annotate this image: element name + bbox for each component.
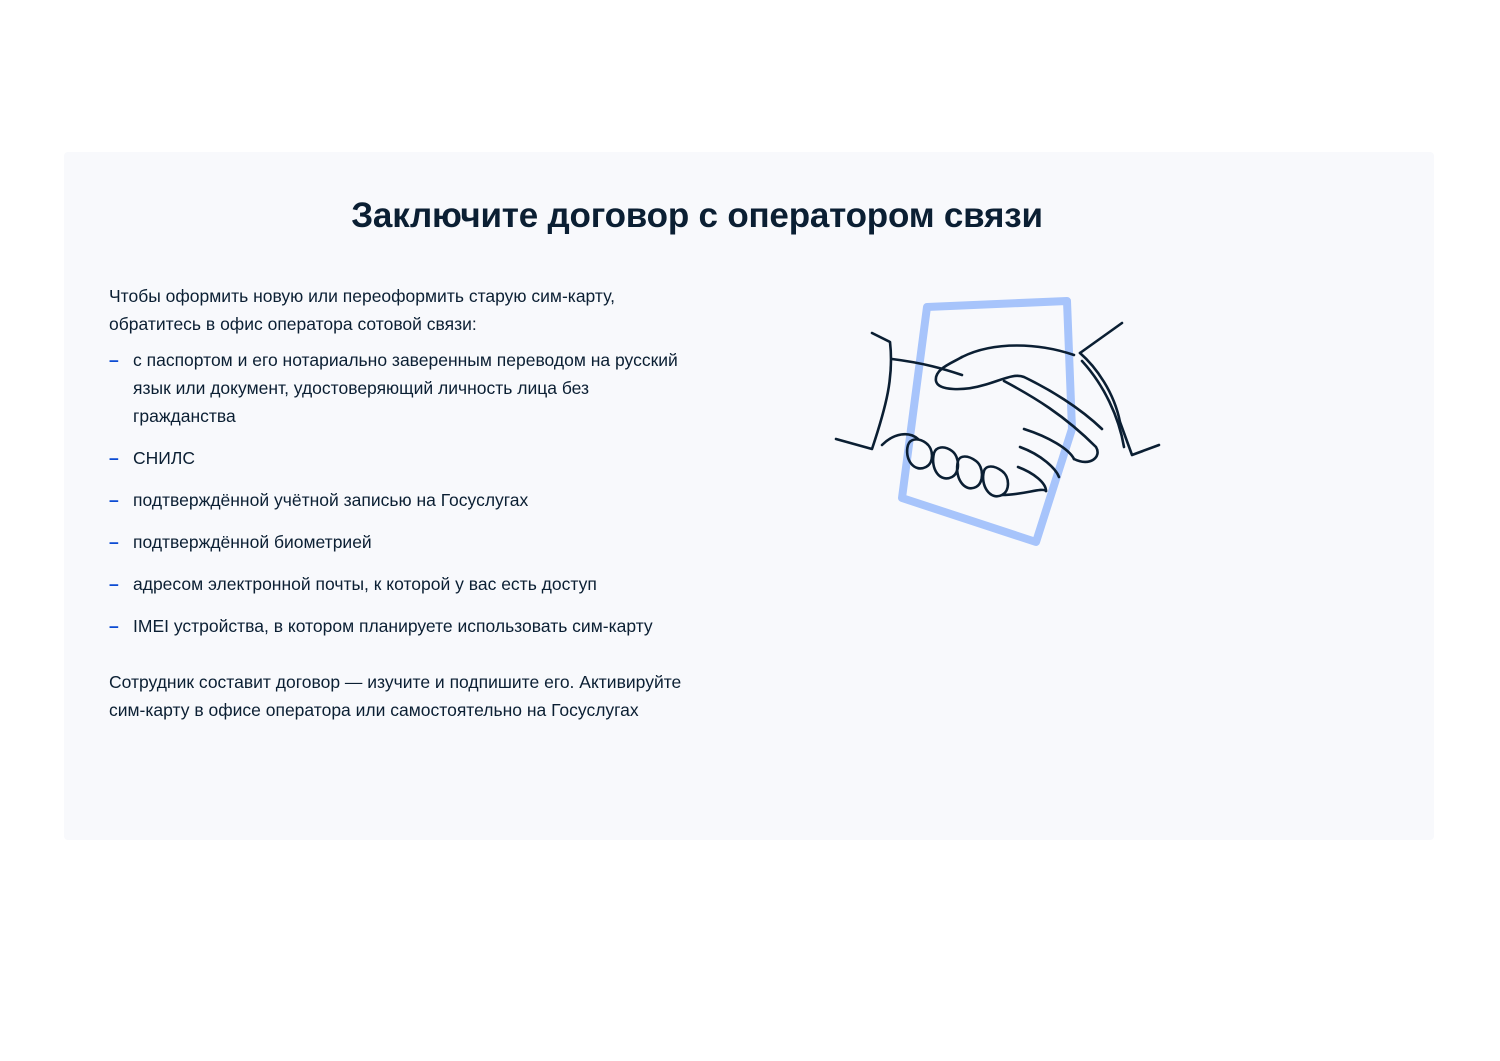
list-item-text: с паспортом и его нотариально заверенным переводом на русский язык или документ, удостоверяющий личность лица без гражданства xyxy=(133,350,678,426)
outro-text: Сотрудник составит договор — изучите и подпишите его. Активируйте сим-карту в офисе оператора или самостоятельно на Госуслугах xyxy=(109,672,682,720)
intro-text: Чтобы оформить новую или переоформить старую сим-карту, обратитесь в офис оператора сотовой связи: xyxy=(109,286,615,334)
section-title: Заключите договор с оператором связи xyxy=(351,196,1043,235)
list-item xyxy=(109,612,689,640)
list-item xyxy=(109,528,689,556)
requirements-list xyxy=(109,346,689,640)
list-dash: – xyxy=(109,448,119,468)
list-item-text: подтверждённой биометрией xyxy=(133,532,372,552)
section-content xyxy=(109,282,689,724)
handshake-icon xyxy=(834,297,1174,547)
list-dash: – xyxy=(109,616,119,636)
list-dash: – xyxy=(109,490,119,510)
list-item-text: СНИЛС xyxy=(133,448,195,468)
list-item xyxy=(109,570,689,598)
list-item-text: адресом электронной почты, к которой у вас есть доступ xyxy=(133,574,597,594)
list-item xyxy=(109,486,689,514)
list-item-text: подтверждённой учётной записью на Госуслугах xyxy=(133,490,529,510)
list-item xyxy=(109,444,689,472)
list-item xyxy=(109,346,689,430)
list-dash: – xyxy=(109,350,119,370)
handshake-illustration xyxy=(834,297,1174,547)
list-item-text: IMEI устройства, в котором планируете использовать сим-карту xyxy=(133,616,653,636)
contract-info-card xyxy=(64,152,1434,840)
list-dash: – xyxy=(109,532,119,552)
list-dash: – xyxy=(109,574,119,594)
